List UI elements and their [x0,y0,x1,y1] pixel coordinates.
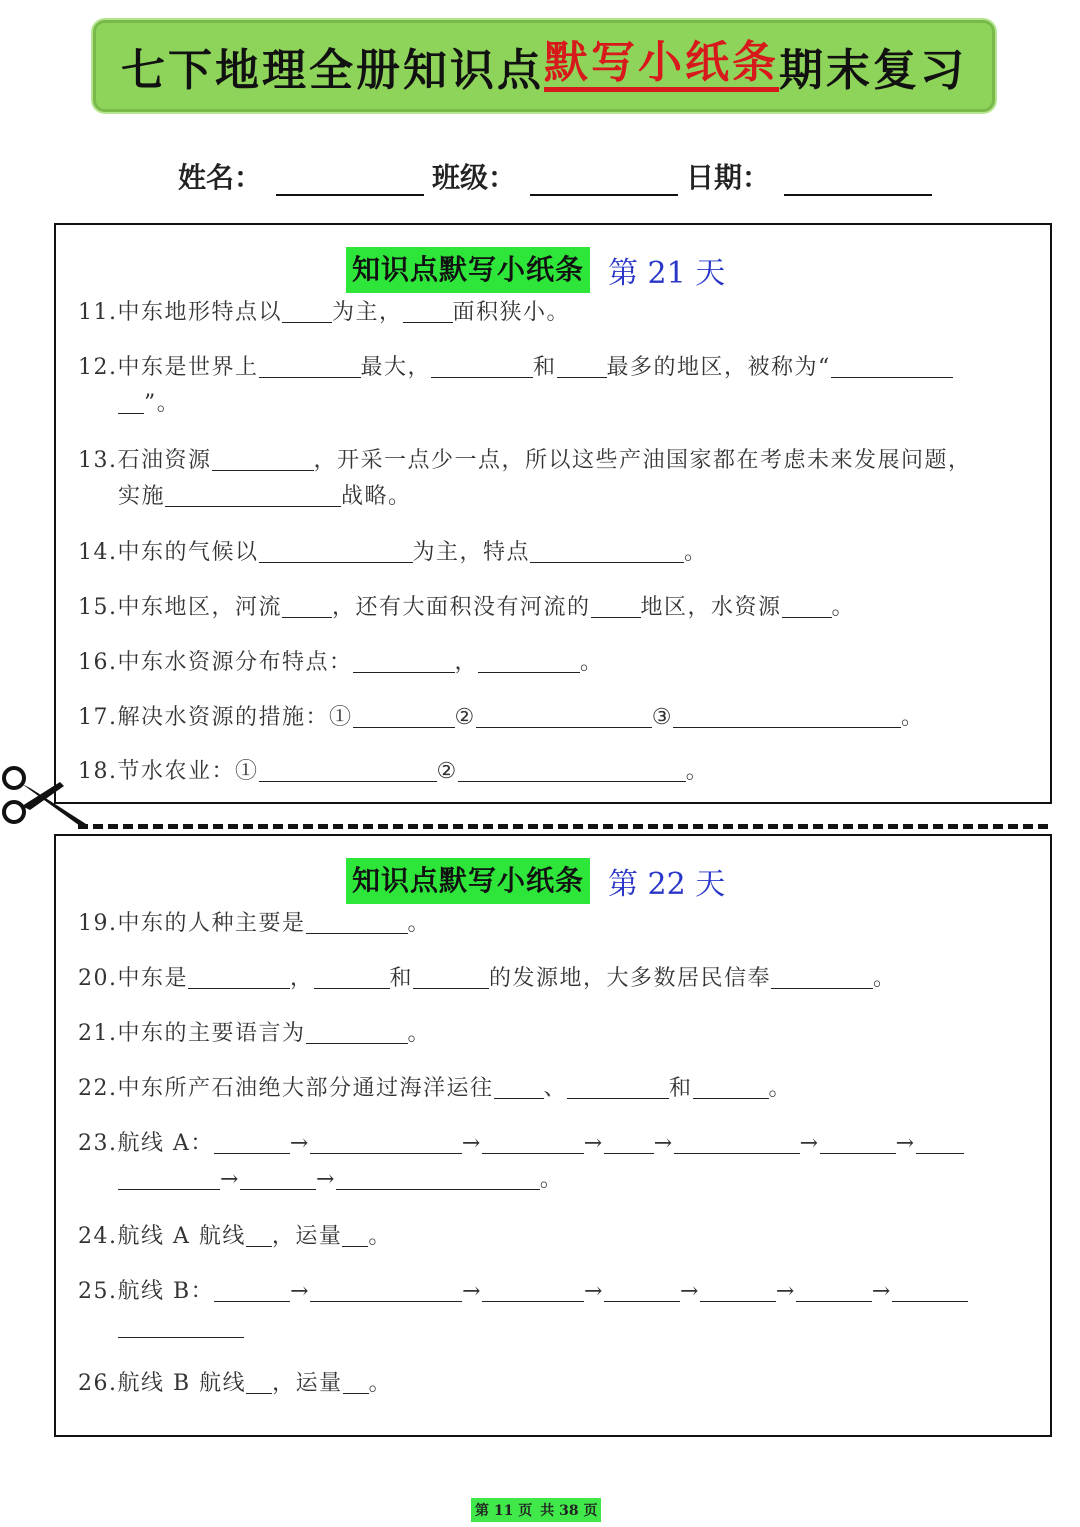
card-day-22 [54,834,1052,1437]
answer-blank[interactable] [482,1127,584,1154]
title-highlight: 默写小纸条 [544,40,779,91]
arrow: → [871,1279,892,1304]
q15-text: 地区，水资源 [640,595,782,620]
answer-blank[interactable] [212,444,314,471]
question-11 [78,295,1030,331]
q23-text: 23.航线 A： [78,1131,214,1156]
card-day-21 [54,223,1052,804]
page-footer [471,1498,601,1522]
arrow: → [799,1131,820,1156]
arrow: → [290,1279,311,1304]
q16-text: 。 [580,650,604,675]
q24-text: ，运量 [271,1224,343,1249]
question-17 [78,700,1030,736]
answer-blank[interactable] [482,1275,584,1302]
answer-blank[interactable] [431,351,533,378]
q13-text: ，开采一点少一点，所以这些产油国家都在考虑未来发展问题， [313,448,972,473]
answer-blank[interactable] [282,591,332,618]
answer-blank[interactable] [700,1275,776,1302]
answer-blank[interactable] [343,1367,369,1394]
q26-text: ，运量 [272,1371,343,1396]
q18-text: 18.节水农业：① [78,759,259,784]
question-22 [78,1071,1030,1107]
q15-text: 15.中东地区，河流 [78,595,282,620]
answer-blank[interactable] [458,755,686,782]
question-12 [78,350,1030,422]
answer-blank[interactable] [246,1367,272,1394]
question-26 [78,1366,1030,1402]
answer-blank[interactable] [188,962,290,989]
card-day-label: 第 21 天 [608,256,726,291]
answer-blank[interactable] [693,1072,769,1099]
answer-blank[interactable] [165,480,341,507]
q21-text: 21.中东的主要语言为 [78,1021,306,1046]
title-part2: 期末复习 [779,45,967,96]
q12-text: 和 [533,355,557,380]
class-label: 班级： [432,161,517,194]
answer-blank[interactable] [310,1275,462,1302]
answer-blank[interactable] [214,1127,290,1154]
q19-text: 。 [407,911,432,936]
q26-text: 。 [368,1371,393,1396]
q22-text: 、 [543,1076,568,1101]
answer-blank[interactable] [567,1072,669,1099]
q11-text: 为主， [332,300,403,325]
answer-blank[interactable] [310,1127,462,1154]
answer-blank[interactable] [796,1275,872,1302]
question-20 [78,961,1030,997]
card-day-label: 第 22 天 [608,867,726,902]
answer-blank[interactable] [240,1163,316,1190]
answer-blank[interactable] [771,962,873,989]
answer-blank[interactable] [259,536,413,563]
answer-blank[interactable] [557,351,607,378]
answer-blank[interactable] [831,351,953,378]
answer-blank[interactable] [259,351,361,378]
question-24 [78,1219,1030,1255]
question-19 [78,906,1030,942]
page-number: 第 11 页 [471,1498,536,1522]
answer-blank[interactable] [314,962,390,989]
arrow: → [461,1131,482,1156]
arrow: → [462,1279,483,1304]
q15-text: 。 [831,595,856,620]
answer-blank[interactable] [413,962,489,989]
question-14 [78,535,1030,571]
date-blank[interactable] [784,160,932,196]
arrow: → [653,1131,674,1156]
q14-text: 14.中东的气候以 [78,540,259,565]
q20-text: ， [290,966,314,991]
answer-blank[interactable] [214,1275,290,1302]
name-blank[interactable] [276,160,424,196]
q24-text: 24.航线 A 航线 [78,1224,246,1249]
answer-blank[interactable] [342,1220,368,1247]
q19-text: 19.中东的人种主要是 [78,911,306,936]
answer-blank[interactable] [353,646,455,673]
question-13 [78,443,1030,515]
q21-text: 。 [407,1021,432,1046]
q17-text: 17.解决水资源的措施：① [78,705,353,730]
arrow: → [775,1279,796,1304]
answer-blank[interactable] [673,701,901,728]
q12-text: ”。 [144,391,181,416]
answer-blank[interactable] [916,1127,964,1154]
answer-blank[interactable] [476,701,652,728]
answer-blank[interactable] [892,1275,968,1302]
q22-text: 。 [768,1076,793,1101]
answer-blank[interactable] [403,296,453,323]
question-15 [78,590,1030,626]
arrow: → [289,1131,310,1156]
question-25 [78,1274,1030,1346]
question-18 [78,754,1030,790]
answer-blank[interactable] [494,1072,544,1099]
q18-text: 。 [685,759,710,784]
answer-blank[interactable] [118,387,144,414]
answer-blank[interactable] [478,646,580,673]
q17-text: ③ [651,705,673,730]
q22-text: 22.中东所产石油绝大部分通过海洋运往 [78,1076,494,1101]
title-part1: 七下地理全册知识点 [121,45,544,96]
total-pages: 共 38 页 [536,1498,601,1522]
q12-text: 最大， [360,355,432,380]
answer-blank[interactable] [782,591,832,618]
q24-text: 。 [368,1224,392,1249]
answer-blank[interactable] [604,1275,680,1302]
scissors-icon [0,764,90,834]
answer-blank[interactable] [674,1127,800,1154]
card-tag: 知识点默写小纸条 [346,858,590,904]
answer-blank[interactable] [820,1127,896,1154]
q25-text: 25.航线 B： [78,1279,215,1304]
answer-blank[interactable] [530,536,684,563]
question-23 [78,1126,1030,1198]
arrow: → [315,1167,336,1192]
q12-text: 12.中东是世界上 [78,355,259,380]
q20-text: 和 [389,966,414,991]
q20-text: 。 [873,966,897,991]
student-info-row [178,152,940,196]
answer-blank[interactable] [306,1017,408,1044]
answer-blank[interactable] [336,1163,540,1190]
q26-text: 26.航线 B 航线 [78,1371,247,1396]
arrow: → [220,1167,240,1192]
name-label: 姓名： [178,161,263,194]
q15-text: ，还有大面积没有河流的 [332,595,591,620]
q16-text: 16.中东水资源分布特点： [78,650,353,675]
q20-text: 20.中东是 [78,966,188,991]
question-21 [78,1016,1030,1052]
answer-blank[interactable] [118,1163,220,1190]
arrow: → [583,1131,604,1156]
answer-blank[interactable] [306,907,408,934]
q11-text: 面积狭小。 [452,300,571,325]
answer-blank[interactable] [118,1311,244,1338]
card-header [346,247,725,293]
q17-text: ② [454,705,476,730]
arrow: → [679,1279,700,1304]
question-16 [78,645,1030,681]
q20-text: 的发源地，大多数居民信奉 [489,966,772,991]
answer-blank[interactable] [259,755,437,782]
q16-text: ， [454,650,479,675]
q14-text: 。 [684,540,708,565]
arrow: → [895,1131,916,1156]
arrow: → [584,1279,604,1304]
answer-blank[interactable] [353,701,455,728]
q14-text: 为主，特点 [412,540,531,565]
q13-text: 13.石油资源 [78,448,212,473]
answer-blank[interactable] [246,1220,272,1247]
q12-text: 最多的地区，被称为“ [606,355,831,380]
q18-text: ② [436,759,458,784]
q22-text: 和 [669,1076,693,1101]
title-banner [93,20,995,112]
answer-blank[interactable] [604,1127,654,1154]
date-label: 日期： [686,161,771,194]
card-header [346,858,725,904]
q11-text: 11.中东地形特点以 [78,300,282,325]
cut-line [78,824,1048,829]
class-blank[interactable] [530,160,678,196]
q17-text: 。 [900,705,925,730]
answer-blank[interactable] [591,591,641,618]
card-tag: 知识点默写小纸条 [346,247,590,293]
answer-blank[interactable] [282,296,332,323]
q13-text: 实施 [118,484,166,509]
q23-text: 。 [539,1167,564,1192]
q13-text: 战略。 [341,484,412,509]
